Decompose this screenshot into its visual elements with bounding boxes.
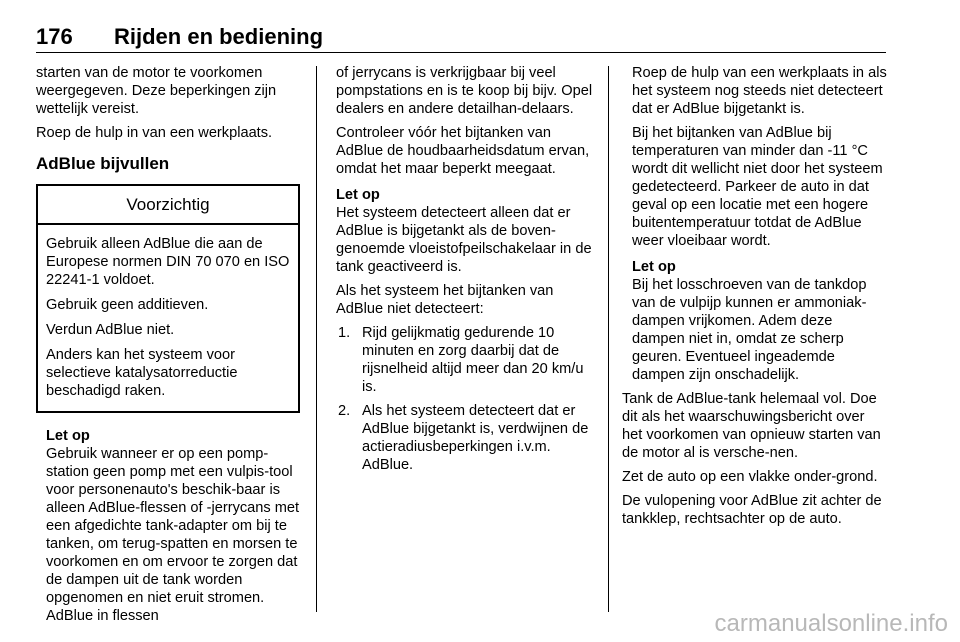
page-header [36,24,886,50]
step-number: 2. [338,403,351,419]
paragraph: of jerrycans is verkrijgbaar bij veel pompstations en is te koop bij bijv. Opel dealers en andere detailhan-delaars. [336,65,593,117]
paragraph: Tank de AdBlue-tank helemaal vol. Doe dit als het waarschuwingsbericht over het voorkomen van opnieuw starten van de motor al is versche-nen. [622,391,881,461]
header-rule [36,52,886,53]
step-text: Rijd gelijkmatig gedurende 10 minuten en zorg daarbij dat de rijsnelheid altijd meer dan 20 km/u is. [362,325,584,395]
list-item [336,324,600,396]
paragraph: Bij het bijtanken van AdBlue bij temperaturen van minder dan -11 °C wordt dit wellicht niet door het systeem gedetecteerd. Parkeer de auto in dat geval op een locatie met een hogere buitentemperatuur totdat de AdBlue weer vloeibaar wordt. [632,125,883,249]
watermark: carmanualsonline.info [714,610,948,637]
caution-text: Gebruik alleen AdBlue die aan de Europese normen DIN 70 070 en ISO 22241-1 voldoet. [46,236,290,288]
continued-text [622,64,888,384]
paragraph: Controleer vóór het bijtanken van AdBlue de houdbaarheidsdatum ervan, omdat het maar beperkt meegaat. [336,125,590,177]
column-2 [336,64,600,480]
caution-box [36,184,300,413]
caution-title: Voorzichtig [38,186,298,225]
caution-text: Verdun AdBlue niet. [46,322,175,338]
caution-body [38,225,298,411]
column-divider-1 [316,66,317,612]
page-number: 176 [36,24,73,49]
paragraph: starten van de motor te voorkomen weergegeven. Deze beperkingen zijn wettelijk vereist. [36,65,277,117]
note-text: Gebruik wanneer er op een pomp-station geen pomp met een vulpis-tool voor personenauto's beschik-baar is alleen AdBlue-flessen of -jerrycans met een afgedichte tank-adapter om bij te tanken, om terug-spatten en morsen te voorkomen en om ervoor te zorgen dat de dampen uit de tank worden opgenomen en niet eruit stromen. AdBlue in flessen [46,446,300,624]
caution-text: Gebruik geen additieven. [46,297,209,313]
paragraph: Zet de auto op een vlakke onder-grond. [622,469,878,485]
paragraph: Roep de hulp in van een werkplaats. [36,125,273,141]
steps-list [336,324,600,474]
list-item [336,402,600,474]
step-text: Als het systeem detecteert dat er AdBlue bijgetankt is, verdwijnen de actieradiusbeperkingen i.v.m. AdBlue. [362,403,589,473]
caution-text: Anders kan het systeem voor selectieve katalysatorreductie beschadigd raken. [46,347,238,399]
paragraph: Roep de hulp van een werkplaats in als het systeem nog steeds niet detecteert dat er AdBlue bijgetankt is. [632,65,887,117]
chapter-title: Rijden en bediening [114,24,324,49]
step-number: 1. [338,325,351,341]
note-text: Het systeem detecteert alleen dat er AdBlue is bijgetankt als de boven-genoemde vloeistofpeilschakelaar in de tank geactiveerd is. [336,205,592,275]
column-3 [622,64,888,534]
note-text: Bij het losschroeven van de tankdop van de vulpijp kunnen er ammoniak-dampen vrijkomen. Adem deze dampen niet in, omdat ze scherp geuren. Eventueel ingeademde dampen zijn onschadelijk. [632,277,867,383]
paragraph: Als het systeem het bijtanken van AdBlue niet detecteert: [336,283,554,317]
note-block [36,427,300,625]
note-title: Let op [46,428,90,444]
note-title: Let op [336,187,380,203]
column-1 [36,64,300,625]
note-block [632,258,888,384]
column-divider-2 [608,66,609,612]
section-heading: AdBlue bijvullen [36,154,170,173]
note-block [336,186,600,276]
note-title: Let op [632,259,676,275]
paragraph: De vulopening voor AdBlue zit achter de tankklep, rechtsachter op de auto. [622,493,882,527]
